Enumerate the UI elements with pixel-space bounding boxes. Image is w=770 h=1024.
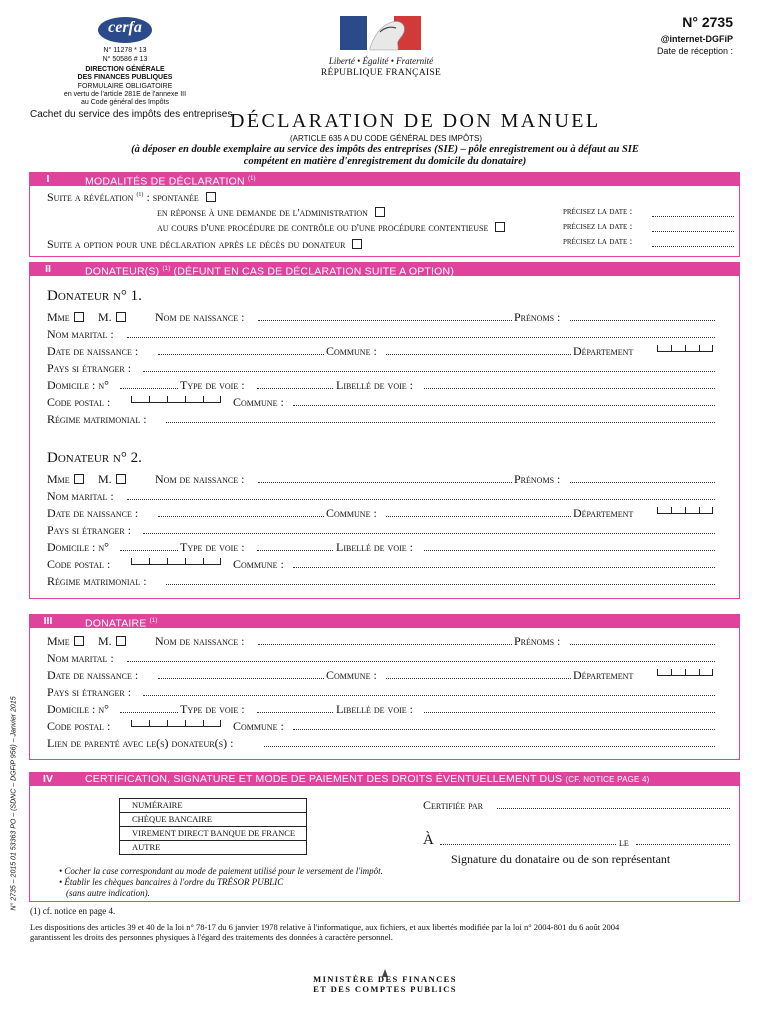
d3-commune-label: Commune : — [326, 668, 377, 682]
motto: Liberté • Égalité • Fraternité — [328, 56, 434, 66]
ministere-line-1: MINISTÈRE DES FINANCES — [313, 974, 457, 984]
d2-commune-label: Commune : — [326, 506, 377, 520]
d3-domicile-field[interactable] — [120, 712, 178, 713]
d2-code-postal-label: Code postal : — [47, 557, 111, 571]
d1-regime-field[interactable] — [166, 422, 715, 423]
precisez-date-1: précisez la date : — [563, 207, 633, 217]
d3-libelle-field[interactable] — [424, 712, 715, 713]
vertu-line-1: en vertu de l'article 281E de l'annexe III — [63, 91, 187, 98]
section-4-notice: (CF. NOTICE PAGE 4) — [565, 775, 650, 784]
signature-label: Signature du donataire ou de son représentant — [451, 852, 671, 866]
le-field[interactable] — [636, 844, 730, 845]
d1-nom-marital-label: Nom marital : — [47, 327, 114, 341]
a-field[interactable] — [440, 844, 616, 845]
section-3-header — [29, 614, 740, 628]
d1-nom-naissance-label: Nom de naissance : — [155, 310, 245, 324]
section-3-title-text: DONATAIRE — [85, 617, 147, 630]
d1-commune2-label: Commune : — [233, 395, 284, 409]
date-field-1[interactable] — [652, 216, 734, 217]
instructions-line-1: (à déposer en double exemplaire au service des impôts des entreprises (SIE) – pôle enregistrement ou à défaut au SIE — [131, 144, 639, 155]
d2-domicile-label: Domicile : n° — [47, 540, 109, 554]
d3-lien-label: Lien de parenté avec le(s) donateur(s) : — [47, 736, 234, 750]
cachet-label: Cachet du service des impôts des entreprises — [30, 109, 233, 120]
d3-commune-field[interactable] — [386, 678, 571, 679]
certifiee-field[interactable] — [497, 808, 730, 809]
d2-libelle-field[interactable] — [424, 550, 715, 551]
d3-date-naissance-label: Date de naissance : — [47, 668, 139, 682]
d2-m-checkbox[interactable] — [116, 474, 126, 484]
d3-pays-label: Pays si étranger : — [47, 685, 132, 699]
section-1-header — [29, 172, 740, 186]
section-4-header — [29, 772, 740, 786]
d1-domicile-label: Domicile : n° — [47, 378, 109, 392]
d2-regime-label: Régime matrimonial : — [47, 574, 147, 588]
d3-m-text: M. — [98, 634, 112, 648]
suite-revelation-label — [47, 190, 216, 205]
payment-note-3: (sans autre indication). — [66, 888, 150, 898]
formulaire-obligatoire: FORMULAIRE OBLIGATOIRE — [77, 83, 173, 90]
form-number: N° 2735 — [682, 14, 733, 30]
d1-code-postal-field[interactable] — [131, 393, 221, 403]
reponse-label — [157, 207, 385, 219]
d1-m — [98, 310, 126, 325]
date-field-3[interactable] — [652, 246, 734, 247]
d2-libelle-label: Libellé de voie : — [336, 540, 413, 554]
cnil-line-1: Les dispositions des articles 39 et 40 de la loi n° 78-17 du 6 janvier 1978 relative à l'informatique, aux fichiers, et aux libertés modifiée par la loi n° 2004-801 du 6 août 2004 — [30, 922, 620, 932]
d2-prenoms-label: Prénoms : — [514, 472, 561, 486]
d2-date-naissance-label: Date de naissance : — [47, 506, 139, 520]
date-field-2[interactable] — [652, 231, 734, 232]
section-1-title-text: MODALITÉS DE DÉCLARATION — [85, 175, 245, 188]
suite-option-label — [47, 237, 362, 252]
section-4-number: IV — [43, 773, 53, 785]
d3-commune2-label: Commune : — [233, 719, 284, 733]
d2-type-voie-label: Type de voie : — [180, 540, 245, 554]
d2-nom-naissance-field[interactable] — [258, 482, 512, 483]
d3-code-postal-label: Code postal : — [47, 719, 111, 733]
d2-pays-label: Pays si étranger : — [47, 523, 132, 537]
d2-commune2-label: Commune : — [233, 557, 284, 571]
d2-departement-field[interactable] — [657, 504, 713, 514]
section-2-sup: (1) — [162, 266, 171, 272]
d3-nom-marital-label: Nom marital : — [47, 651, 114, 665]
d1-departement-field[interactable] — [657, 342, 713, 352]
internet-dgfip: @internet-DGFiP — [660, 34, 733, 44]
d2-pays-field[interactable] — [143, 533, 715, 534]
section-3-number: III — [43, 615, 53, 627]
donateur-2-heading: Donateur n° 2. — [47, 450, 142, 466]
d2-m-text: M. — [98, 472, 112, 486]
section-4-title-text: CERTIFICATION, SIGNATURE ET MODE DE PAIEMENT DES DROITS ÉVENTUELLEMENT DUS — [85, 773, 563, 785]
spontanee-checkbox[interactable] — [206, 192, 216, 202]
certifiee-label: Certifiée par — [423, 798, 484, 812]
payment-note-2: • Établir les chèques bancaires à l'ordre du TRÉSOR PUBLIC — [59, 877, 284, 887]
direction-line-1: DIRECTION GÉNÉRALE — [85, 66, 165, 73]
d2-mme — [47, 472, 84, 487]
d3-departement-label: Département — [573, 668, 634, 682]
section-2-header — [29, 262, 740, 276]
ministere-line-2: ET DES COMPTES PUBLICS — [313, 984, 457, 994]
d1-commune-field[interactable] — [386, 354, 571, 355]
republique: RÉPUBLIQUE FRANÇAISE — [320, 68, 442, 78]
section-1-number: I — [46, 173, 50, 185]
ministere-emblem-icon — [382, 962, 388, 970]
d1-m-checkbox[interactable] — [116, 312, 126, 322]
suite-option-checkbox[interactable] — [352, 239, 362, 249]
d2-domicile-field[interactable] — [120, 550, 178, 551]
d1-domicile-field[interactable] — [120, 388, 178, 389]
d3-departement-field[interactable] — [657, 666, 713, 676]
d2-mme-checkbox[interactable] — [74, 474, 84, 484]
suite-revelation-sup: (1) — [136, 192, 144, 198]
direction-line-2: DES FINANCES PUBLIQUES — [77, 74, 173, 81]
side-reference: N° 2735 – 2015 01 53363 PO – (SDNC – DGFiP 956) – Janvier 2015 — [10, 696, 18, 911]
d2-departement-label: Département — [573, 506, 634, 520]
le-label: le — [619, 835, 629, 849]
page-title: DÉCLARATION DE DON MANUEL — [230, 110, 601, 132]
d3-nom-marital-field[interactable] — [127, 661, 715, 662]
d3-nom-naissance-label: Nom de naissance : — [155, 634, 245, 648]
d3-pays-field[interactable] — [143, 695, 715, 696]
d3-prenoms-field[interactable] — [570, 644, 715, 645]
d3-type-voie-field[interactable] — [257, 712, 333, 713]
d3-libelle-label: Libellé de voie : — [336, 702, 413, 716]
d1-pays-label: Pays si étranger : — [47, 361, 132, 375]
d1-type-voie-label: Type de voie : — [180, 378, 245, 392]
suite-revelation-text: Suite a révélation — [47, 190, 134, 204]
d1-date-naissance-label: Date de naissance : — [47, 344, 139, 358]
payment-option-virement[interactable]: VIREMENT DIRECT BANQUE DE FRANCE — [119, 827, 307, 841]
section-2-number: II — [45, 263, 51, 275]
d1-date-naissance-field[interactable] — [158, 354, 324, 355]
d2-commune-field[interactable] — [386, 516, 571, 517]
d1-commune2-field[interactable] — [293, 405, 715, 406]
marianne-logo-icon — [340, 12, 422, 52]
d2-nom-marital-label: Nom marital : — [47, 489, 114, 503]
d1-pays-field[interactable] — [143, 371, 715, 372]
suite-option-text: Suite a option pour une déclaration après le décès du donateur — [47, 237, 346, 251]
d1-libelle-field[interactable] — [424, 388, 715, 389]
d2-nom-marital-field[interactable] — [127, 499, 715, 500]
cerfa-number-2: N° 50586 # 13 — [102, 56, 148, 63]
section-3-sup: (1) — [149, 618, 158, 624]
reponse-text: en réponse à une demande de l'administration — [157, 207, 368, 219]
d1-nom-marital-field[interactable] — [127, 337, 715, 338]
section-2-title-suffix: (DÉFUNT EN CAS DE DÉCLARATION SUITE A OPTION) — [173, 265, 455, 278]
d1-regime-label: Régime matrimonial : — [47, 412, 147, 426]
d1-mme — [47, 310, 84, 325]
d2-nom-naissance-label: Nom de naissance : — [155, 472, 245, 486]
precisez-date-3: précisez la date : — [563, 237, 633, 247]
instructions-line-2: compétent en matière d'enregistrement du domicile du donataire) — [243, 156, 527, 167]
d3-date-naissance-field[interactable] — [158, 678, 324, 679]
d2-prenoms-field[interactable] — [570, 482, 715, 483]
payment-option-autre[interactable]: AUTRE — [119, 841, 307, 855]
d3-code-postal-field[interactable] — [131, 717, 221, 727]
article-ref: (ARTICLE 635 A DU CODE GÉNÉRAL DES IMPÔTS) — [290, 134, 483, 143]
donateur-1-heading: Donateur n° 1. — [47, 288, 142, 304]
d3-commune2-field[interactable] — [293, 729, 715, 730]
payment-option-cheque[interactable]: CHÈQUE BANCAIRE — [119, 813, 307, 827]
d3-m-checkbox[interactable] — [116, 636, 126, 646]
cerfa-logo-text: cerfa — [108, 19, 142, 36]
d3-prenoms-label: Prénoms : — [514, 634, 561, 648]
d3-mme-text: Mme — [47, 634, 70, 648]
d1-libelle-label: Libellé de voie : — [336, 378, 413, 392]
controle-text: au cours d'une procédure de contrôle ou d'une procédure contentieuse — [157, 222, 489, 234]
d3-type-voie-label: Type de voie : — [180, 702, 245, 716]
d1-prenoms-field[interactable] — [570, 320, 715, 321]
d3-lien-field[interactable] — [264, 746, 715, 747]
d2-commune2-field[interactable] — [293, 567, 715, 568]
controle-label — [157, 222, 505, 234]
spontanee-text: : spontanée — [146, 190, 199, 204]
payment-note-1: • Cocher la case correspondant au mode de paiement utilisé pour le versement de l'impôt. — [59, 866, 383, 876]
vertu-line-2: au Code général des Impôts — [81, 99, 169, 106]
d3-mme-checkbox[interactable] — [74, 636, 84, 646]
d1-mme-text: Mme — [47, 310, 70, 324]
section-1-sup: (1) — [247, 176, 256, 182]
d3-m — [98, 634, 126, 649]
d1-commune-label: Commune : — [326, 344, 377, 358]
footnote: (1) cf. notice en page 4. — [30, 906, 116, 916]
d2-mme-text: Mme — [47, 472, 70, 486]
a-label: À — [423, 832, 434, 848]
section-2-title-text: DONATEUR(S) — [85, 265, 160, 278]
payment-option-numeraire[interactable]: NUMÉRAIRE — [119, 799, 307, 813]
d2-type-voie-field[interactable] — [257, 550, 333, 551]
d3-nom-naissance-field[interactable] — [258, 644, 512, 645]
section-4-title — [85, 772, 650, 787]
controle-checkbox[interactable] — [495, 222, 505, 232]
d1-code-postal-label: Code postal : — [47, 395, 111, 409]
d2-code-postal-field[interactable] — [131, 555, 221, 565]
d1-mme-checkbox[interactable] — [74, 312, 84, 322]
precisez-date-2: précisez la date : — [563, 222, 633, 232]
date-reception: Date de réception : — [656, 46, 733, 56]
d2-m — [98, 472, 126, 487]
cerfa-number-1: N° 11278 * 13 — [103, 47, 147, 54]
d1-departement-label: Département — [573, 344, 634, 358]
d3-domicile-label: Domicile : n° — [47, 702, 109, 716]
cnil-line-2: garantissent les droits des personnes physiques à l'égard des traitements des données à caractère personnel. — [30, 932, 393, 942]
d1-nom-naissance-field[interactable] — [258, 320, 512, 321]
d2-regime-field[interactable] — [166, 584, 715, 585]
reponse-checkbox[interactable] — [375, 207, 385, 217]
d2-date-naissance-field[interactable] — [158, 516, 324, 517]
d1-m-text: M. — [98, 310, 112, 324]
d3-mme — [47, 634, 84, 649]
d1-type-voie-field[interactable] — [257, 388, 333, 389]
d1-prenoms-label: Prénoms : — [514, 310, 561, 324]
